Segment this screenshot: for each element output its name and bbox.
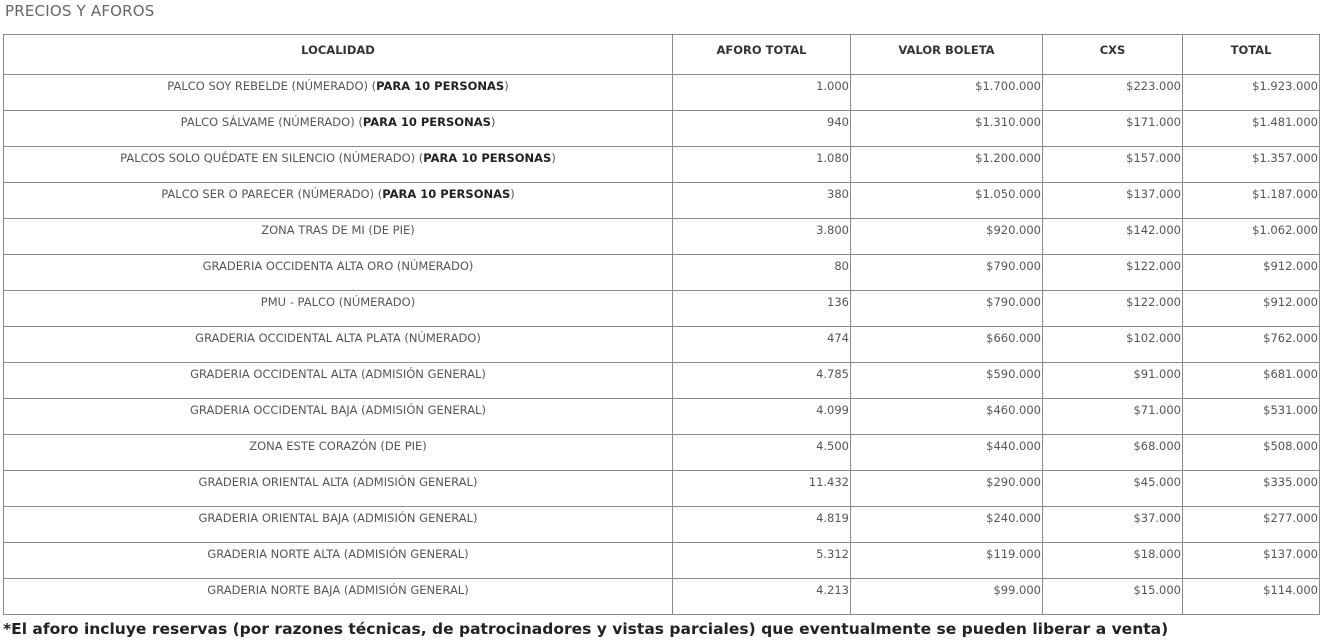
- localidad-name: PALCO SER O PARECER (NÚMERADO) (: [161, 187, 383, 201]
- cell-aforo-total: 380: [673, 183, 851, 219]
- cell-aforo-total: 4.213: [673, 579, 851, 615]
- cell-valor-boleta: $1.200.000: [851, 147, 1043, 183]
- cell-localidad: [4, 435, 673, 471]
- header-valor-boleta: VALOR BOLETA: [851, 35, 1043, 75]
- cell-localidad: [4, 183, 673, 219]
- cell-total: $277.000: [1183, 507, 1320, 543]
- cell-aforo-total: 4.819: [673, 507, 851, 543]
- localidad-name: ZONA TRAS DE MI (DE PIE): [261, 223, 415, 237]
- cell-valor-boleta: $790.000: [851, 291, 1043, 327]
- localidad-name: PALCO SOY REBELDE (NÚMERADO) (: [167, 79, 377, 93]
- cell-aforo-total: 940: [673, 111, 851, 147]
- cell-valor-boleta: $660.000: [851, 327, 1043, 363]
- cell-total: $1.357.000: [1183, 147, 1320, 183]
- header-total: TOTAL: [1183, 35, 1320, 75]
- localidad-tail: ): [490, 115, 496, 129]
- cell-total: $912.000: [1183, 255, 1320, 291]
- table-row: [4, 363, 1320, 399]
- cell-aforo-total: 3.800: [673, 219, 851, 255]
- cell-total: $1.481.000: [1183, 111, 1320, 147]
- table-row: [4, 291, 1320, 327]
- cell-localidad: [4, 327, 673, 363]
- cell-total: $137.000: [1183, 543, 1320, 579]
- header-aforo-total: AFORO TOTAL: [673, 35, 851, 75]
- cell-cxs: $71.000: [1043, 399, 1183, 435]
- cell-localidad: [4, 507, 673, 543]
- cell-cxs: $45.000: [1043, 471, 1183, 507]
- cell-localidad: [4, 75, 673, 111]
- cell-total: $1.923.000: [1183, 75, 1320, 111]
- header-localidad: LOCALIDAD: [4, 35, 673, 75]
- table-row: [4, 507, 1320, 543]
- cell-valor-boleta: $440.000: [851, 435, 1043, 471]
- cell-valor-boleta: $290.000: [851, 471, 1043, 507]
- localidad-name: GRADERIA NORTE ALTA (ADMISIÓN GENERAL): [207, 547, 469, 561]
- cell-cxs: $142.000: [1043, 219, 1183, 255]
- cell-localidad: [4, 399, 673, 435]
- localidad-name: GRADERIA OCCIDENTAL ALTA PLATA (NÚMERADO): [195, 331, 481, 345]
- cell-cxs: $157.000: [1043, 147, 1183, 183]
- cell-cxs: $37.000: [1043, 507, 1183, 543]
- localidad-name: PALCOS SOLO QUÉDATE EN SILENCIO (NÚMERADO) (: [120, 151, 424, 165]
- cell-localidad: [4, 291, 673, 327]
- cell-localidad: [4, 579, 673, 615]
- cell-total: $114.000: [1183, 579, 1320, 615]
- cell-total: $1.062.000: [1183, 219, 1320, 255]
- cell-valor-boleta: $1.310.000: [851, 111, 1043, 147]
- localidad-capacity-note: PARA 10 PERSONAS: [423, 151, 552, 165]
- cell-total: $335.000: [1183, 471, 1320, 507]
- cell-localidad: [4, 147, 673, 183]
- table-row: [4, 435, 1320, 471]
- table-row: [4, 147, 1320, 183]
- cell-cxs: $171.000: [1043, 111, 1183, 147]
- localidad-tail: ): [551, 151, 556, 165]
- localidad-name: PALCO SÁLVAME (NÚMERADO) (: [180, 115, 363, 129]
- cell-localidad: [4, 543, 673, 579]
- cell-total: $912.000: [1183, 291, 1320, 327]
- table-row: [4, 111, 1320, 147]
- localidad-name: GRADERIA ORIENTAL BAJA (ADMISIÓN GENERAL): [198, 511, 478, 525]
- cell-localidad: [4, 471, 673, 507]
- cell-valor-boleta: $240.000: [851, 507, 1043, 543]
- prices-table: [3, 34, 1320, 615]
- cell-localidad: [4, 219, 673, 255]
- page-heading: PRECIOS Y AFOROS: [5, 2, 155, 20]
- localidad-capacity-note: PARA 10 PERSONAS: [362, 115, 491, 129]
- cell-cxs: $137.000: [1043, 183, 1183, 219]
- table-body: [4, 75, 1320, 615]
- cell-aforo-total: 11.432: [673, 471, 851, 507]
- cell-valor-boleta: $460.000: [851, 399, 1043, 435]
- localidad-name: PMU - PALCO (NÚMERADO): [260, 295, 416, 309]
- table-row: [4, 579, 1320, 615]
- cell-localidad: [4, 255, 673, 291]
- cell-aforo-total: 5.312: [673, 543, 851, 579]
- table-header-row: [4, 35, 1320, 75]
- cell-valor-boleta: $1.700.000: [851, 75, 1043, 111]
- cell-total: $762.000: [1183, 327, 1320, 363]
- footnote: *El aforo incluye reservas (por razones técnicas, de patrocinadores y vistas parciales) que eventualmente se pueden liberar a venta): [3, 620, 1169, 638]
- cell-cxs: $18.000: [1043, 543, 1183, 579]
- cell-valor-boleta: $790.000: [851, 255, 1043, 291]
- table-row: [4, 219, 1320, 255]
- localidad-name: GRADERIA OCCIDENTA ALTA ORO (NÚMERADO): [202, 259, 474, 273]
- cell-cxs: $15.000: [1043, 579, 1183, 615]
- cell-valor-boleta: $119.000: [851, 543, 1043, 579]
- header-cxs: CXS: [1043, 35, 1183, 75]
- localidad-name: GRADERIA NORTE BAJA (ADMISIÓN GENERAL): [207, 583, 469, 597]
- table-row: [4, 183, 1320, 219]
- cell-aforo-total: 474: [673, 327, 851, 363]
- table-row: [4, 75, 1320, 111]
- cell-localidad: [4, 111, 673, 147]
- cell-localidad: [4, 363, 673, 399]
- table-row: [4, 543, 1320, 579]
- cell-valor-boleta: $590.000: [851, 363, 1043, 399]
- table-row: [4, 255, 1320, 291]
- cell-valor-boleta: $99.000: [851, 579, 1043, 615]
- cell-valor-boleta: $920.000: [851, 219, 1043, 255]
- cell-cxs: $223.000: [1043, 75, 1183, 111]
- cell-aforo-total: 4.500: [673, 435, 851, 471]
- cell-cxs: $91.000: [1043, 363, 1183, 399]
- localidad-tail: ): [510, 187, 515, 201]
- cell-valor-boleta: $1.050.000: [851, 183, 1043, 219]
- cell-aforo-total: 1.080: [673, 147, 851, 183]
- localidad-name: GRADERIA OCCIDENTAL ALTA (ADMISIÓN GENERAL): [190, 367, 486, 381]
- table-row: [4, 471, 1320, 507]
- cell-total: $1.187.000: [1183, 183, 1320, 219]
- cell-total: $508.000: [1183, 435, 1320, 471]
- cell-aforo-total: 136: [673, 291, 851, 327]
- table-row: [4, 399, 1320, 435]
- cell-cxs: $122.000: [1043, 291, 1183, 327]
- cell-cxs: $122.000: [1043, 255, 1183, 291]
- localidad-capacity-note: PARA 10 PERSONAS: [382, 187, 511, 201]
- localidad-tail: ): [504, 79, 509, 93]
- localidad-name: GRADERIA ORIENTAL ALTA (ADMISIÓN GENERAL): [198, 475, 478, 489]
- cell-cxs: $102.000: [1043, 327, 1183, 363]
- cell-aforo-total: 4.785: [673, 363, 851, 399]
- localidad-name: ZONA ESTE CORAZÓN (DE PIE): [249, 439, 427, 453]
- cell-aforo-total: 80: [673, 255, 851, 291]
- localidad-name: GRADERIA OCCIDENTAL BAJA (ADMISIÓN GENERAL): [190, 403, 486, 417]
- table-row: [4, 327, 1320, 363]
- cell-total: $681.000: [1183, 363, 1320, 399]
- cell-cxs: $68.000: [1043, 435, 1183, 471]
- localidad-capacity-note: PARA 10 PERSONAS: [376, 79, 505, 93]
- cell-total: $531.000: [1183, 399, 1320, 435]
- cell-aforo-total: 1.000: [673, 75, 851, 111]
- cell-aforo-total: 4.099: [673, 399, 851, 435]
